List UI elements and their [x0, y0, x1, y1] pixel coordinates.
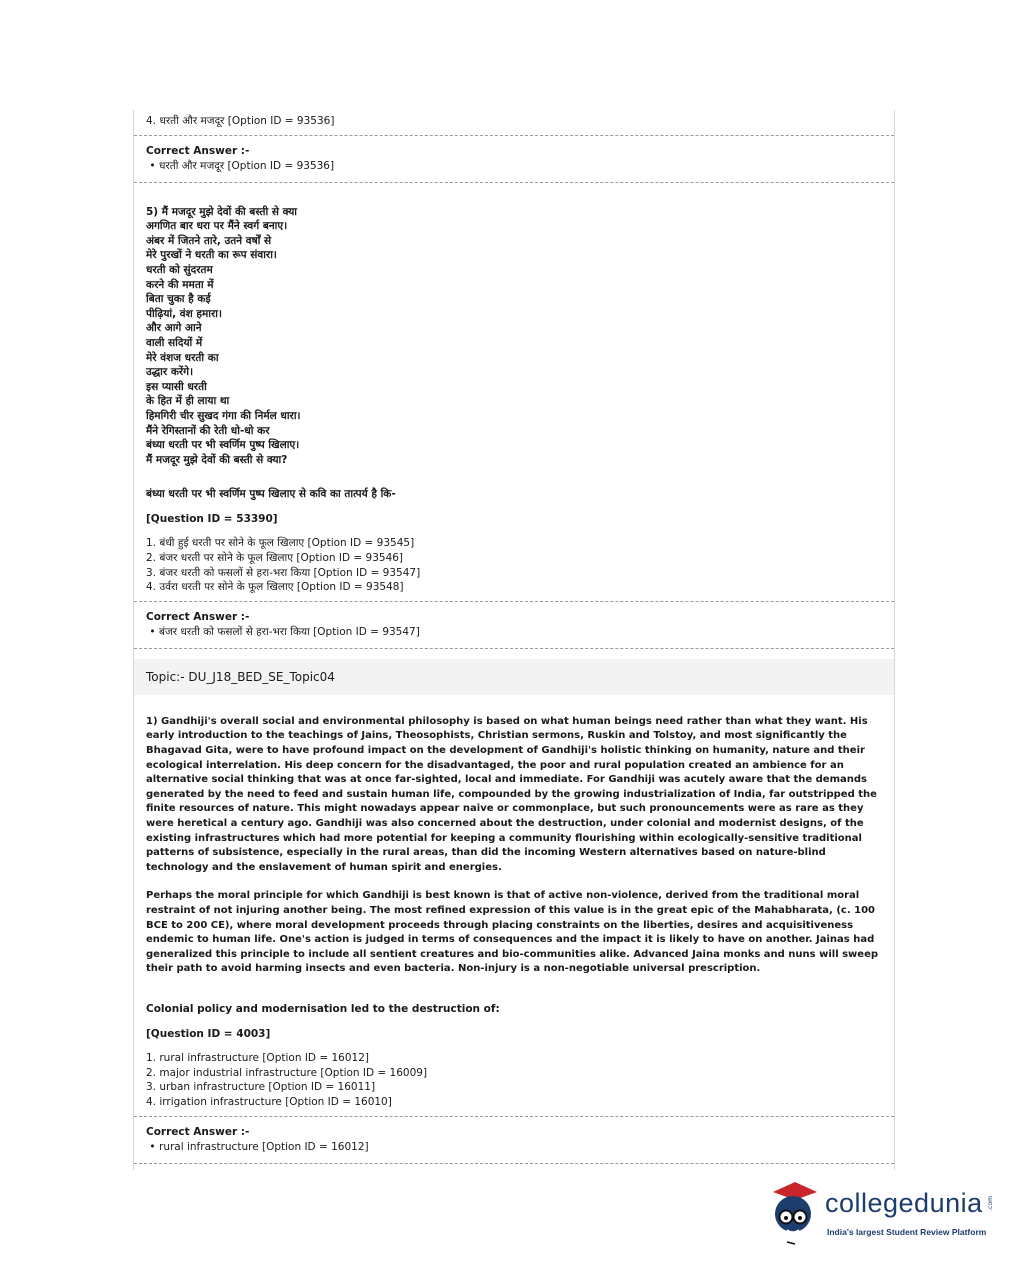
question-text: Colonial policy and modernisation led to the destruction of:: [146, 1002, 500, 1015]
poem-line: मैंने रेगिस्तानों की रेती धो-धो कर: [146, 424, 270, 437]
question-text: बंध्या धरती पर भी स्वर्णिम पुष्प खिलाए से कवि का तात्पर्य है कि-: [146, 488, 396, 501]
exam-page: [133, 110, 895, 1170]
option-2: 2. major industrial infrastructure [Option ID = 16009]: [146, 1066, 428, 1079]
poem-line: मेरे पुरखों ने धरती का रूप संवारा।: [146, 249, 277, 262]
poem-line: 5) मैं मजदूर मुझे देवों की बस्ती से क्या: [146, 205, 298, 218]
poem-line: बिता चुका है कई: [146, 293, 211, 306]
question-id: [Question ID = 4003]: [146, 1027, 271, 1040]
option-4: 4. उर्वरा धरती पर सोने के फूल खिलाए [Option ID = 93548]: [146, 581, 404, 594]
prev-correct-answer: [134, 136, 894, 183]
poem-passage: [146, 205, 882, 468]
poem-line: हिमगिरी चीर सुखद गंगा की निर्मल धारा।: [146, 409, 301, 422]
correct-answer-title: Correct Answer :-: [146, 610, 250, 623]
correct-answer-value: • धरती और मजदूर [Option ID = 93536]: [146, 159, 882, 174]
mascot-icon: [765, 1178, 825, 1248]
topic-header: Topic:- DU_J18_BED_SE_Topic04: [134, 659, 894, 695]
poem-line: करने की ममता में: [146, 278, 214, 291]
q1-correct-answer: [134, 1116, 894, 1164]
option-1: 1. rural infrastructure [Option ID = 16012]: [146, 1052, 369, 1065]
option-2: 2. बंजर धरती पर सोने के फूल खिलाए [Option ID = 93546]: [146, 552, 404, 565]
option-3: 3. बंजर धरती को फसलों से हरा-भरा किया [Option ID = 93547]: [146, 566, 421, 579]
passage-paragraph-2: Perhaps the moral principle for which Gandhiji is best known is that of active non-violence, derived from the traditional moral restraint of not injuring another being. The most refined expression of this value is in the great epic of the Mahabharata, (c. 100 BCE to 200 CE), where moral development proceeds through placing constraints on the liberties, desires and acquisitiveness endemic to human life. One's action is judged in terms of consequences and the impact it is likely to have on another. Jainas had generalized this principle to include all sentient creatures and bio-communities alike. Advanced Jaina monks and nuns will sweep their path to avoid harming insects and even bacteria. Non-injury is a non-negotiable universal prescription.: [146, 890, 879, 975]
question-1: [134, 695, 894, 1116]
option-3: 3. urban infrastructure [Option ID = 16011]: [146, 1081, 376, 1094]
options-list: [146, 1051, 882, 1115]
poem-line: धरती को सुंदरतम: [146, 263, 213, 276]
poem-line: इस प्यासी धरती: [146, 380, 207, 393]
brand-suffix: .com: [987, 1196, 994, 1211]
collegedunia-logo: [765, 1178, 995, 1250]
brand-tagline: India's largest Student Review Platform: [827, 1227, 987, 1237]
option-1: 1. बंधी हुई धरती पर सोने के फूल खिलाए [Option ID = 93545]: [146, 537, 415, 550]
correct-answer-value: • rural infrastructure [Option ID = 16012]: [146, 1140, 882, 1155]
options-list: [146, 536, 882, 600]
poem-line: मैं मजदूर मुझे देवों की बस्ती से क्या?: [146, 453, 288, 466]
passage-paragraph-1: 1) Gandhiji's overall social and environmental philosophy is based on what human beings need rather than what they want. His early introduction to the teachings of Jains, Theosophists, Christian sermons, Ruskin and Tolstoy, and most significantly the Bhagavad Gita, were to have profound impact on the development of Gandhiji's holistic thinking on humanity, nature and their ecological interrelation. His deep concern for the disadvantaged, the poor and rural population created an ambience for an alternative social thinking that was at once far-sighted, local and immediate. For Gandhiji was acutely aware that the demands generated by the need to feed and sustain human life, compounded by the growing industrialization of India, far outstripped the finite resources of nature. This might nowadays appear naive or commonplace, but such pronouncements were as rare as they were heretical a century ago. Gandhiji was also concerned about the destruction, under colonial and modernist designs, of the existing infrastructures which had more potential for keeping a community flourishing within ecologically-sensitive traditional patterns of subsistence, especially in the rural areas, than did the incoming Western alternatives based on nature-blind technology and the enslavement of human spirit and energies.: [146, 715, 877, 873]
poem-line: मेरे वंशज धरती का: [146, 351, 219, 364]
option-4: 4. धरती और मजदूर [Option ID = 93536]: [146, 115, 335, 127]
poem-line: अंबर में जितने तारे, उतने वर्षों से: [146, 234, 272, 247]
correct-answer-title: Correct Answer :-: [146, 144, 250, 157]
correct-answer-title: Correct Answer :-: [146, 1125, 250, 1138]
poem-line: अगणित बार धरा पर मैंने स्वर्ग बनाए।: [146, 220, 288, 233]
poem-line: पीढ़ियां, वंश हमारा।: [146, 307, 222, 320]
poem-line: और आगे आने: [146, 322, 202, 335]
question-id: [Question ID = 53390]: [146, 512, 278, 525]
poem-line: के हित में ही लाया था: [146, 395, 230, 408]
poem-line: उद्धार करेंगे।: [146, 366, 194, 379]
correct-answer-value: • बंजर धरती को फसलों से हरा-भरा किया [Option ID = 93547]: [146, 625, 882, 640]
q5-correct-answer: [134, 601, 894, 649]
poem-line: वाली सदियों में: [146, 336, 203, 349]
brand-name: collegedunia: [825, 1188, 983, 1218]
option-4: 4. irrigation infrastructure [Option ID = 16010]: [146, 1095, 392, 1108]
prev-option-row: [134, 110, 894, 136]
question-5: [134, 183, 894, 601]
poem-line: बंध्या धरती पर भी स्वर्णिम पुष्प खिलाए।: [146, 439, 300, 452]
